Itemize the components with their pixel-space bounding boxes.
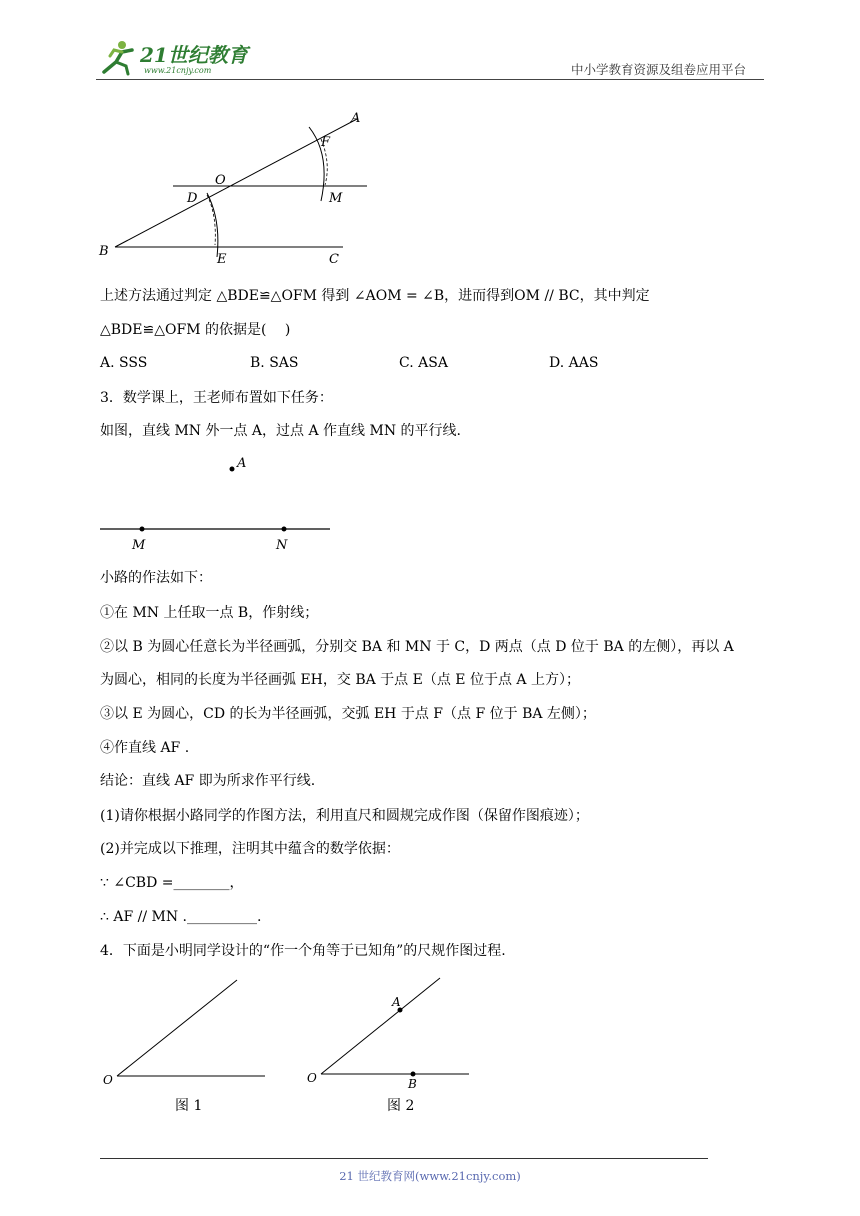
- q3-task: 如图，直线 MN 外一点 A，过点 A 作直线 MN 的平行线.: [100, 423, 461, 439]
- label-m: M: [329, 191, 343, 206]
- fig3-label-a: A: [237, 456, 247, 471]
- logo-url: www.21cnjy.com: [144, 66, 212, 75]
- label-o: O: [215, 173, 226, 188]
- footer-divider: [100, 1158, 708, 1159]
- fig4-2-label-b: B: [408, 1077, 417, 1091]
- q2-line-2: △BDE≌△OFM 的依据是( ): [100, 322, 291, 338]
- label-a: A: [351, 111, 361, 126]
- fig4-1-caption: 图 1: [175, 1098, 203, 1114]
- q3-step-3: ③以 E 为圆心，CD 的长为半径画弧，交弧 EH 于点 F（点 F 位于 BA 左侧）；: [100, 706, 596, 722]
- label-d: D: [187, 191, 198, 206]
- q3-part-1: (1)请你根据小路同学的作图方法，利用直尺和圆规完成作图（保留作图痕迹）；: [100, 808, 589, 824]
- header-title: 中小学教育资源及组卷应用平台: [571, 62, 747, 77]
- option-a: A. SSS: [100, 355, 148, 371]
- q3-therefore: ∴ AF // MN .__________.: [100, 909, 262, 925]
- q3-title: 3．数学课上，王老师布置如下任务：: [100, 390, 333, 406]
- q3-part-2: (2)并完成以下推理，注明其中蕴含的数学依据：: [100, 841, 400, 857]
- q3-step-1: ①在 MN 上任取一点 B，作射线；: [100, 605, 319, 621]
- label-f: F: [321, 135, 331, 150]
- option-b: B. SAS: [250, 355, 299, 371]
- q3-method-title: 小路的作法如下：: [100, 570, 212, 586]
- fig4-2-caption: 图 2: [387, 1098, 415, 1114]
- q4-title: 4．下面是小明同学设计的“作一个角等于已知角”的尺规作图过程.: [100, 943, 506, 959]
- q3-because: ∵ ∠CBD =________，: [100, 875, 244, 891]
- option-c: C. ASA: [399, 355, 448, 371]
- option-d: D. AAS: [549, 355, 599, 371]
- figure-angles: [95, 970, 485, 1120]
- logo-text: 21世纪教育: [140, 43, 248, 67]
- figure-line-mn: [95, 450, 340, 555]
- fig3-label-n: N: [276, 538, 288, 553]
- q3-step-4: ④作直线 AF .: [100, 740, 190, 756]
- label-b: B: [99, 244, 109, 259]
- q2-line-1: 上述方法通过判定 △BDE≌△OFM 得到 ∠AOM = ∠B，进而得到OM // BC，其中判定: [100, 288, 650, 304]
- q3-step-2a: ②以 B 为圆心任意长为半径画弧，分别交 BA 和 MN 于 C，D 两点（点 D 位于 BA 的左侧），再以 A: [100, 639, 734, 655]
- label-e: E: [217, 252, 227, 267]
- fig4-1-label-o: O: [103, 1073, 113, 1087]
- footer-text: 21 世纪教育网(www.21cnjy.com): [339, 1169, 521, 1183]
- fig4-2-label-a: A: [392, 995, 401, 1009]
- fig3-label-m: M: [132, 538, 146, 553]
- figure-angle-construction: [95, 105, 385, 270]
- q3-step-2b: 为圆心，相同的长度为半径画弧 EH，交 BA 于点 E（点 E 位于点 A 上方）；: [100, 672, 580, 688]
- label-c: C: [329, 252, 339, 267]
- q3-conclusion: 结论：直线 AF 即为所求作平行线.: [100, 773, 316, 789]
- fig4-2-label-o: O: [307, 1071, 317, 1085]
- header-divider: [96, 79, 764, 80]
- logo: [96, 36, 266, 80]
